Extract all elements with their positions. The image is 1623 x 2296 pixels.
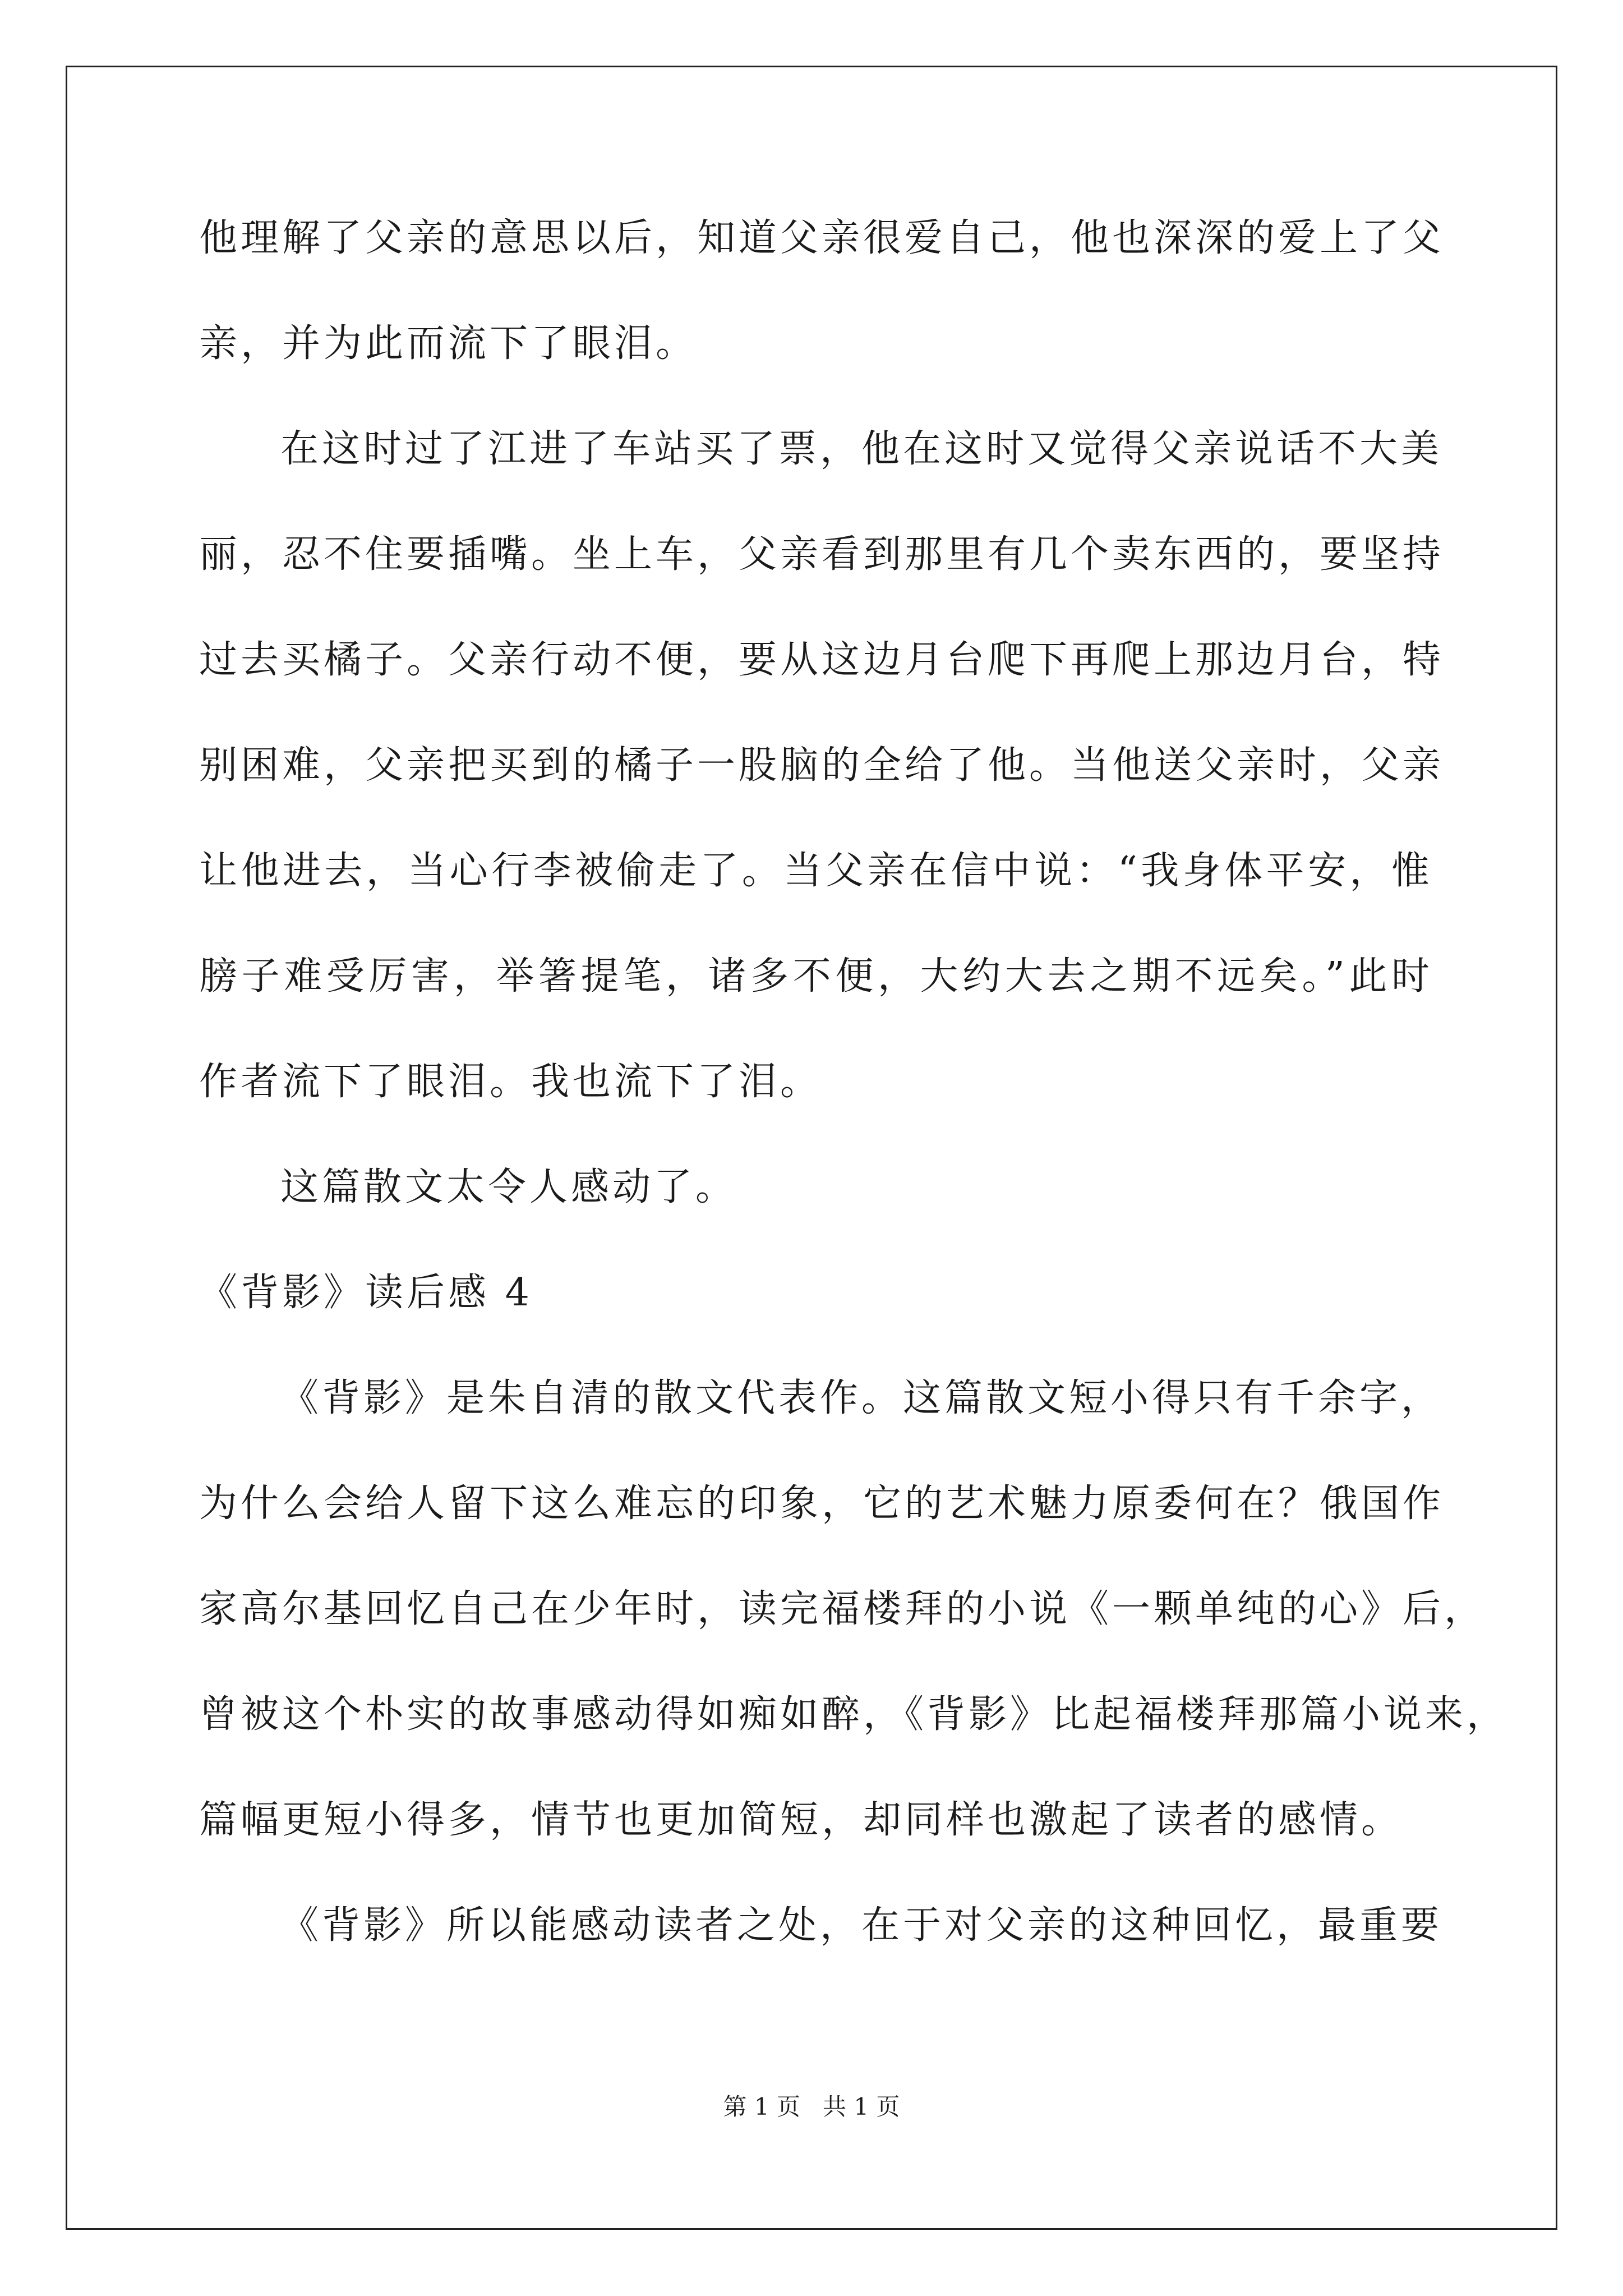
text-line: 《背影》是朱自清的散文代表作。这篇散文短小得只有千余字， bbox=[280, 1376, 1443, 1420]
text-line: 丽，忍不住要插嘴。坐上车，父亲看到那里有几个卖东西的，要坚持 bbox=[199, 532, 1445, 577]
text-line: 家高尔基回忆自己在少年时，读完福楼拜的小说《一颗单纯的心》后， bbox=[199, 1587, 1486, 1631]
text-line: 为什么会给人留下这么难忘的印象，它的艺术魅力原委何在？俄国作 bbox=[199, 1481, 1445, 1526]
text-line: 在这时过了江进了车站买了票，他在这时又觉得父亲说话不大美 bbox=[280, 427, 1443, 471]
text-line: 作者流下了眼泪。我也流下了泪。 bbox=[199, 1060, 822, 1104]
page-number-footer: 第 1 页 共 1 页 bbox=[723, 2093, 900, 2120]
text-line: 篇幅更短小得多，情节也更加简短，却同样也激起了读者的感情。 bbox=[199, 1798, 1403, 1842]
text-line: 过去买橘子。父亲行动不便，要从这边月台爬下再爬上那边月台，特 bbox=[199, 638, 1445, 682]
text-line: 曾被这个朴实的故事感动得如痴如醉，《背影》比起福楼拜那篇小说来， bbox=[199, 1692, 1509, 1737]
text-line: 别困难，父亲把买到的橘子一股脑的全给了他。当他送父亲时，父亲 bbox=[199, 743, 1445, 788]
text-line: 膀子难受厉害，举箸提笔，诸多不便，大约大去之期不远矣。”此时 bbox=[199, 954, 1433, 999]
text-line: 他理解了父亲的意思以后，知道父亲很爱自己，他也深深的爱上了父 bbox=[199, 216, 1445, 260]
section-heading: 《背影》读后感 4 bbox=[199, 1271, 533, 1315]
text-line: 这篇散文太令人感动了。 bbox=[280, 1165, 737, 1209]
text-line: 《背影》所以能感动读者之处，在于对父亲的这种回忆，最重要 bbox=[280, 1903, 1443, 1948]
text-line: 亲，并为此而流下了眼泪。 bbox=[199, 321, 698, 366]
text-line: 让他进去，当心行李被偷走了。当父亲在信中说：“我身体平安，惟 bbox=[199, 849, 1433, 893]
